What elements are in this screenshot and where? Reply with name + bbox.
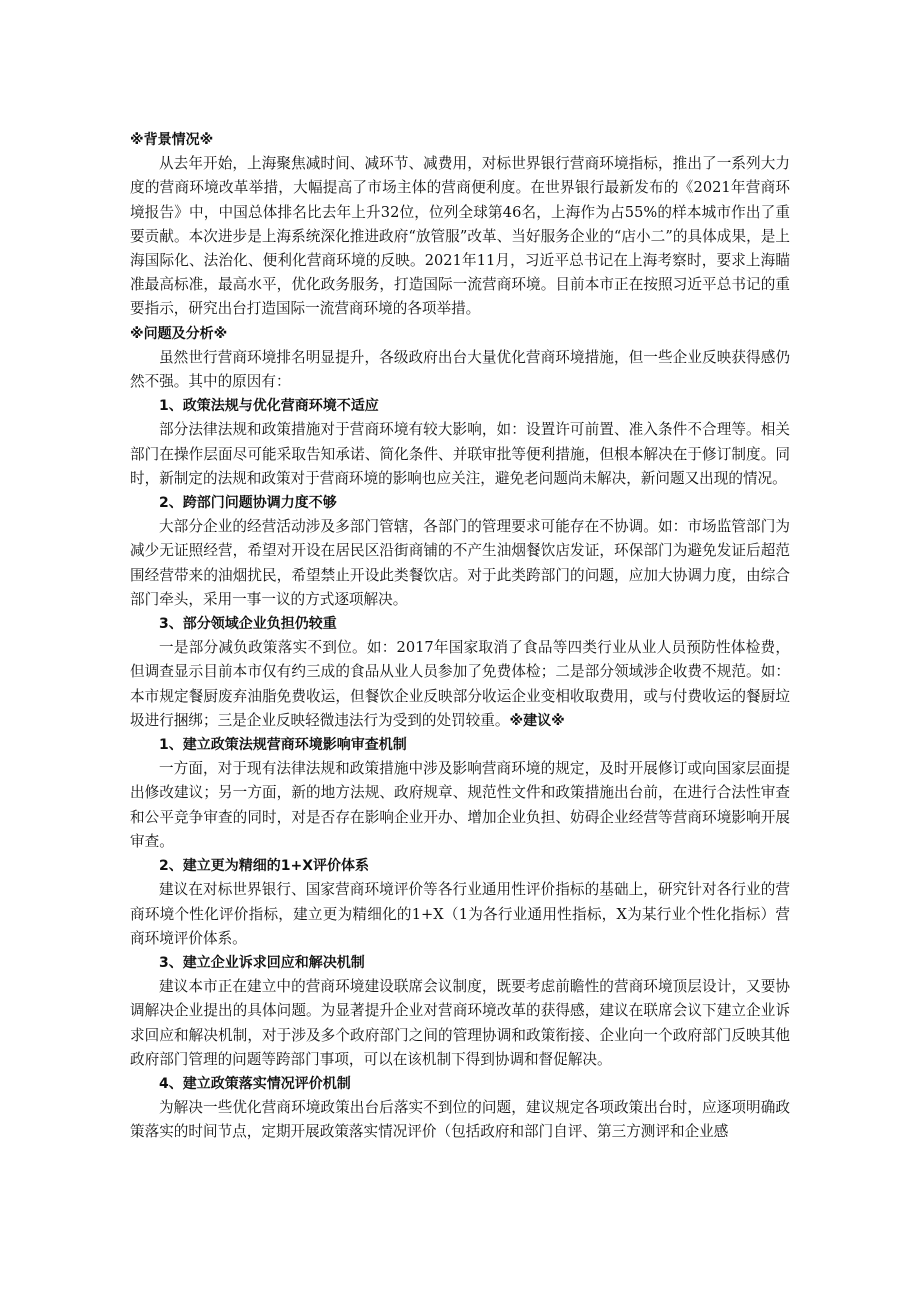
problem-2-paragraph: 大部分企业的经营活动涉及多部门管辖，各部门的管理要求可能存在不协调。如：市场监管部门为减少无证照经营，希望对开设在居民区沿街商铺的不产生油烟餐饮店发证，环保部门为避免发证后超范围经营带来的油烟扰民，希望禁止开设此类餐饮店。对于此类跨部门的问题，应加大协调力度，由综合部门牵头，采用一事一议的方式逐项解决。	[130, 518, 790, 608]
document-body	[130, 128, 790, 1145]
background-section-title: ※背景情况※	[130, 132, 214, 148]
problem-3-heading: 3、部分领域企业负担仍较重	[159, 616, 337, 633]
suggestion-3-heading: 3、建立企业诉求回应和解决机制	[159, 954, 365, 971]
suggestion-4-paragraph: 为解决一些优化营商环境政策出台后落实不到位的问题，建议规定各项政策出台时，应逐项明确政策落实的时间节点，定期开展政策落实情况评价（包括政府和部门自评、第三方测评和企业感	[130, 1099, 790, 1141]
suggestion-4-heading: 4、建立政策落实情况评价机制	[159, 1075, 351, 1092]
problem-1-paragraph: 部分法律法规和政策措施对于营商环境有较大影响，如：设置许可前置、准入条件不合理等。相关部门在操作层面尽可能采取告知承诺、简化条件、并联审批等便利措施，但根本解决在于修订制度。同时，新制定的法规和政策对于营商环境的影响也应关注，避免老问题尚未解决，新问题又出现的情况。	[130, 421, 790, 487]
suggestion-2-heading: 2、建立更为精细的1+X评价体系	[159, 858, 370, 875]
suggestion-1-heading: 1、建立政策法规营商环境影响审查机制	[159, 737, 407, 754]
suggestions-section-title: ※建议※	[509, 712, 565, 729]
suggestion-3-paragraph: 建议本市正在建立中的营商环境建设联席会议制度，既要考虑前瞻性的营商环境顶层设计，又要协调解决企业提出的具体问题。为显著提升企业对营商环境改革的获得感，建议在联席会议下建立企业诉求回应和解决机制，对于涉及多个政府部门之间的管理协调和政策衔接、企业向一个政府部门反映其他政府部门管理的问题等跨部门事项，可以在该机制下得到协调和督促解决。	[130, 978, 790, 1068]
problem-3-paragraph	[130, 636, 790, 733]
problem-1-heading: 1、政策法规与优化营商环境不适应	[159, 398, 379, 415]
suggestion-2-paragraph: 建议在对标世界银行、国家营商环境评价等各行业通用性评价指标的基础上，研究针对各行业的营商环境个性化评价指标，建立更为精细化的1+X（1为各行业通用性指标，X为某行业个性化指标）营商环境评价体系。	[130, 881, 790, 947]
problem-2-heading: 2、跨部门问题协调力度不够	[159, 495, 337, 512]
suggestion-1-paragraph: 一方面，对于现有法律法规和政策措施中涉及影响营商环境的规定，及时开展修订或向国家层面提出修改建议；另一方面，新的地方法规、政府规章、规范性文件和政策措施出台前，在进行合法性审查和公平竞争审查的同时，对是否存在影响企业开办、增加企业负担、妨碍企业经营等营商环境影响开展审查。	[130, 760, 790, 850]
problems-intro-paragraph: 虽然世行营商环境排名明显提升，各级政府出台大量优化营商环境措施，但一些企业反映获得感仍然不强。其中的原因有：	[130, 348, 790, 391]
background-paragraph: 从去年开始，上海聚焦减时间、减环节、减费用，对标世界银行营商环境指标，推出了一系列大力度的营商环境改革举措，大幅提高了市场主体的营商便利度。在世界银行最新发布的《2021年营商环境报告》中，中国总体排名比去年上升32位，位列全球第46名，上海作为占55%的样本城市作出了重要贡献。本次进步是上海系统深化推进政府“放管服”改革、当好服务企业的“店小二”的具体成果，是上海国际化、法治化、便利化营商环境的反映。2021年11月，习近平总书记在上海考察时，要求上海瞄准最高标准，最高水平，优化政务服务，打造国际一流营商环境。目前本市正在按照习近平总书记的重要指示，研究出台打造国际一流营商环境的各项举措。	[130, 155, 790, 318]
problems-section-title: ※问题及分析※	[130, 325, 228, 342]
problem-3-text: 一是部分减负政策落实不到位。如：2017年国家取消了食品等四类行业从业人员预防性体检费，但调查显示目前本市仅有约三成的食品从业人员参加了免费体检；二是部分领域涉企收费不规范。如：本市规定餐厨废弃油脂免费收运，但餐饮企业反映部分收运企业变相收取费用，或与付费收运的餐厨垃圾进行捆绑；三是企业反映轻微违法行为受到的处罚较重。	[130, 639, 790, 729]
